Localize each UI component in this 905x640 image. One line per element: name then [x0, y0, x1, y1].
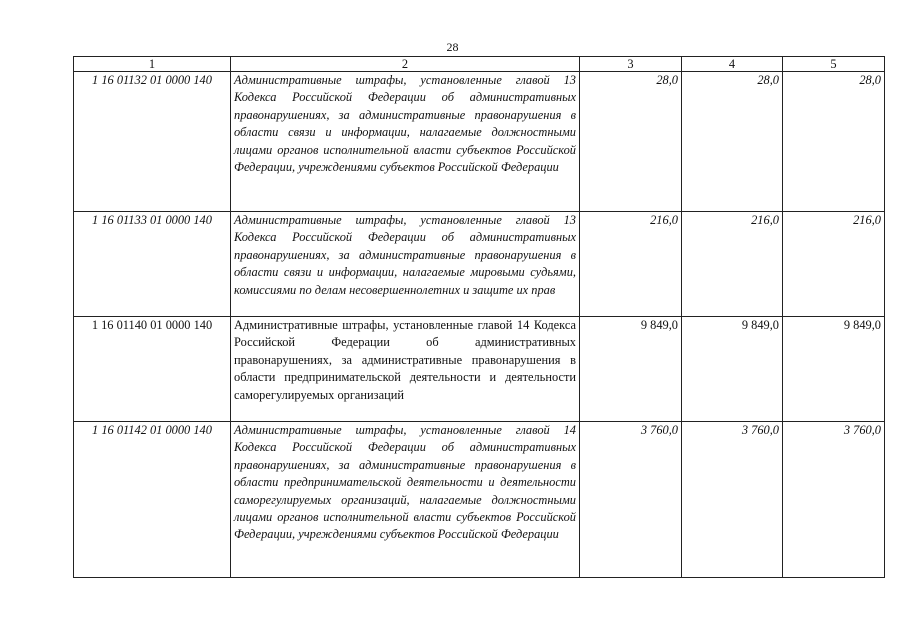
value-col-3: 28,0: [580, 72, 682, 212]
budget-code: 1 16 01140 01 0000 140: [74, 317, 231, 422]
value-col-5: 3 760,0: [783, 422, 885, 578]
page-number: 28: [446, 40, 459, 54]
value-col-5: 216,0: [783, 212, 885, 317]
header-col-4: 4: [682, 57, 783, 72]
table-row: [74, 317, 885, 422]
row-description: Административные штрафы, установленные главой 13 Кодекса Российской Федерации об административных правонарушениях, за административные правонарушения в области связи и информации, налагаемые должностными лицами органов исполнительной власти субъектов Российской Федерации, учреждениями субъектов Российской Федерации: [231, 72, 580, 212]
value-col-4: 216,0: [682, 212, 783, 317]
row-description: Административные штрафы, установленные главой 14 Кодекса Российской Федерации об административных правонарушениях, за административные правонарушения в области предпринимательской деятельности и деятельности саморегулируемых организаций: [231, 317, 580, 422]
value-col-3: 3 760,0: [580, 422, 682, 578]
table-row: [74, 72, 885, 212]
budget-code: 1 16 01142 01 0000 140: [74, 422, 231, 578]
value-col-3: 9 849,0: [580, 317, 682, 422]
budget-table: [73, 56, 885, 578]
value-col-5: 9 849,0: [783, 317, 885, 422]
header-col-5: 5: [783, 57, 885, 72]
header-row: [74, 57, 885, 72]
value-col-3: 216,0: [580, 212, 682, 317]
value-col-4: 9 849,0: [682, 317, 783, 422]
value-col-4: 3 760,0: [682, 422, 783, 578]
row-description: Административные штрафы, установленные главой 14 Кодекса Российской Федерации об административных правонарушениях, за административные правонарушения в области предпринимательской деятельности и деятельности саморегулируемых организаций, налагаемые должностными лицами органов исполнительной власти субъектов Российской Федерации, учреждениями субъектов Российской Федерации: [231, 422, 580, 578]
value-col-4: 28,0: [682, 72, 783, 212]
table-row: [74, 422, 885, 578]
budget-code: 1 16 01132 01 0000 140: [74, 72, 231, 212]
table-row: [74, 212, 885, 317]
header-col-1: 1: [74, 57, 231, 72]
header-col-3: 3: [580, 57, 682, 72]
header-col-2: 2: [231, 57, 580, 72]
value-col-5: 28,0: [783, 72, 885, 212]
budget-code: 1 16 01133 01 0000 140: [74, 212, 231, 317]
row-description: Административные штрафы, установленные главой 13 Кодекса Российской Федерации об административных правонарушениях, за административные правонарушения в области связи и информации, налагаемые мировыми судьями, комиссиями по делам несовершеннолетних и защите их прав: [231, 212, 580, 317]
